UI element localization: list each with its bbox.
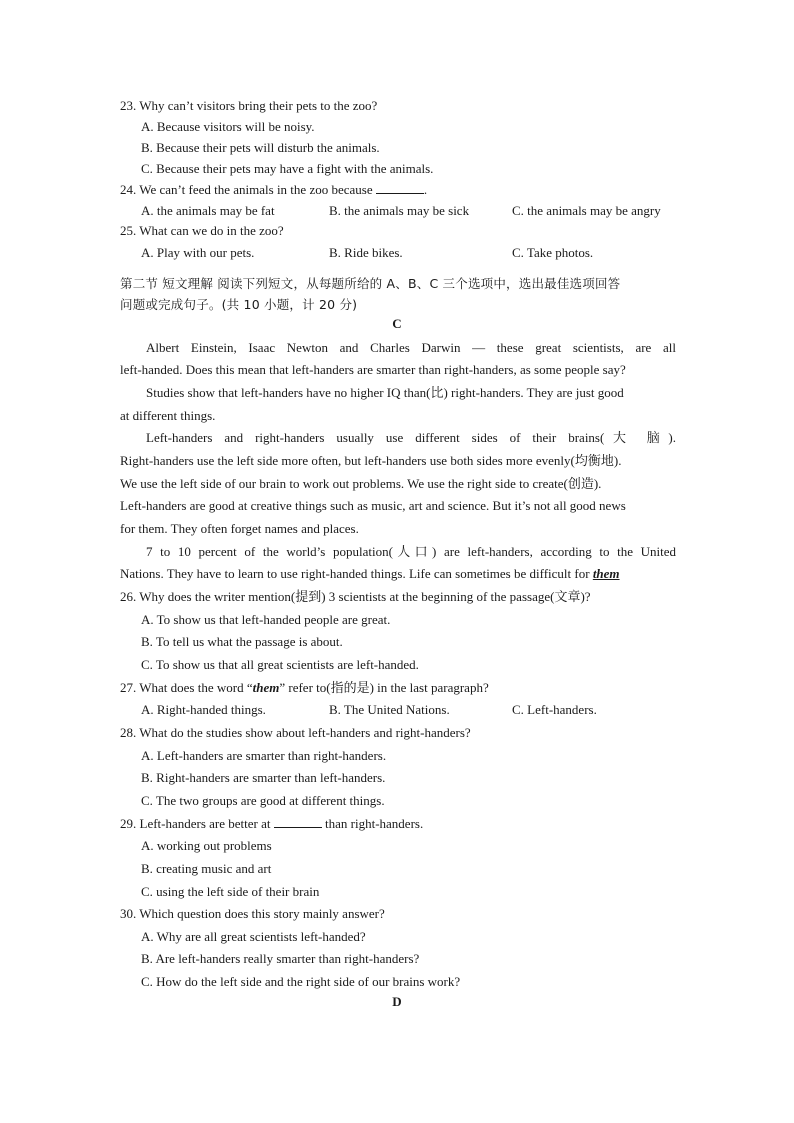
q28-option-a: A. Left-handers are smarter than right-handers. bbox=[141, 748, 387, 763]
q24-question-end: . bbox=[423, 182, 428, 197]
passage-c-p1-line1: Albert Einstein, Isaac Newton and Charles Darwin — these great scientists, are all bbox=[146, 340, 676, 355]
q23-option-b: B. Because their pets will disturb the animals. bbox=[141, 140, 380, 155]
section-instruction-line2: 问题或完成句子。(共 10 小题，计 20 分) bbox=[120, 297, 358, 312]
q26-option-a: A. To show us that left-handed people are great. bbox=[141, 612, 391, 627]
q25-option-a: A. Play with our pets. bbox=[141, 245, 255, 260]
passage-c-p3-line5: for them. They often forget names and places. bbox=[120, 521, 359, 536]
question-23: 23. Why can’t visitors bring their pets to the zoo? bbox=[120, 98, 378, 113]
question-28: 28. What do the studies show about left-handers and right-handers? bbox=[120, 725, 471, 740]
passage-c-p4-line1: 7 to 10 percent of the world’s population(人口) are left-handers, according to the United bbox=[146, 544, 676, 559]
passage-c-p1-line2: left-handed. Does this mean that left-handers are smarter than right-handers, as some people say? bbox=[120, 362, 626, 377]
q28-option-b: B. Right-handers are smarter than left-handers. bbox=[141, 770, 386, 785]
q27-option-a: A. Right-handed things. bbox=[141, 702, 266, 717]
q24-option-a: A. the animals may be fat bbox=[141, 203, 275, 218]
question-27 bbox=[120, 680, 676, 696]
passage-c-p4-line2-text: Nations. They have to learn to use right-handed things. Life can sometimes be difficult for bbox=[120, 566, 590, 581]
q29-question-end: than right-handers. bbox=[325, 816, 424, 831]
q29-option-c: C. using the left side of their brain bbox=[141, 884, 320, 899]
emphasized-word-them: them bbox=[592, 566, 620, 581]
q30-option-c: C. How do the left side and the right side of our brains work? bbox=[141, 974, 461, 989]
question-24 bbox=[120, 182, 676, 198]
q26-option-c: C. To show us that all great scientists are left-handed. bbox=[141, 657, 419, 672]
q27-question-end: ” refer to(指的是) in the last paragraph? bbox=[279, 680, 489, 695]
passage-c-heading: C bbox=[392, 316, 402, 331]
q27-question-start: 27. What does the word “ bbox=[120, 680, 253, 695]
q29-option-b: B. creating music and art bbox=[141, 861, 272, 876]
q26-option-b: B. To tell us what the passage is about. bbox=[141, 634, 343, 649]
q24-option-c: C. the animals may be angry bbox=[512, 203, 661, 218]
answer-blank bbox=[274, 816, 322, 828]
q28-option-c: C. The two groups are good at different things. bbox=[141, 793, 385, 808]
answer-blank bbox=[376, 182, 424, 194]
passage-c-p4-line2 bbox=[120, 566, 676, 582]
q30-option-a: A. Why are all great scientists left-handed? bbox=[141, 929, 366, 944]
q27-emphasized-word: them bbox=[252, 680, 280, 695]
passage-c-p2-line2: at different things. bbox=[120, 408, 216, 423]
q29-question-start: 29. Left-handers are better at bbox=[120, 816, 271, 831]
q24-option-b: B. the animals may be sick bbox=[329, 203, 470, 218]
q30-option-b: B. Are left-handers really smarter than right-handers? bbox=[141, 951, 420, 966]
q25-option-b: B. Ride bikes. bbox=[329, 245, 403, 260]
passage-c-p3-line4: Left-handers are good at creative things such as music, art and science. But it’s not all good news bbox=[120, 498, 626, 513]
q25-option-c: C. Take photos. bbox=[512, 245, 594, 260]
q23-option-a: A. Because visitors will be noisy. bbox=[141, 119, 315, 134]
passage-c-p3-line3: We use the left side of our brain to work out problems. We use the right side to create(创造). bbox=[120, 476, 602, 491]
q27-option-b: B. The United Nations. bbox=[329, 702, 450, 717]
question-25: 25. What can we do in the zoo? bbox=[120, 223, 284, 238]
passage-c-p3-line2: Right-handers use the left side more often, but left-handers use both sides more evenly(均衡地). bbox=[120, 453, 622, 468]
q27-option-c: C. Left-handers. bbox=[512, 702, 597, 717]
q29-option-a: A. working out problems bbox=[141, 838, 272, 853]
question-29 bbox=[120, 816, 676, 832]
section-instruction-line1: 第二节 短文理解 阅读下列短文，从每题所给的 A、B、C 三个选项中，选出最佳选项回答 bbox=[120, 276, 621, 291]
question-30: 30. Which question does this story mainly answer? bbox=[120, 906, 385, 921]
q23-option-c: C. Because their pets may have a fight with the animals. bbox=[141, 161, 434, 176]
passage-c-p2-line1: Studies show that left-handers have no higher IQ than(比) right-handers. They are just good bbox=[146, 385, 624, 400]
passage-c-p3-line1: Left-handers and right-handers usually use different sides of their brains(大 脑). bbox=[146, 430, 676, 445]
passage-d-heading: D bbox=[392, 994, 402, 1009]
q24-question-text: 24. We can’t feed the animals in the zoo because bbox=[120, 182, 373, 197]
question-26: 26. Why does the writer mention(提到) 3 scientists at the beginning of the passage(文章)? bbox=[120, 589, 591, 604]
